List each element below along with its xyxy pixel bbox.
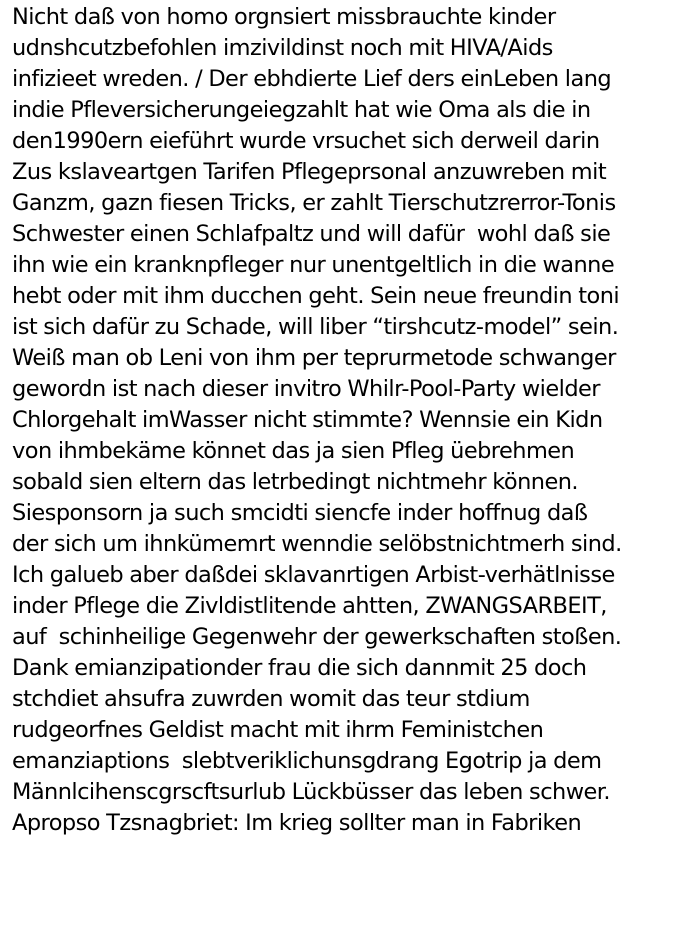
text-line-6: Zus kslaveartgen Tarifen Pflegeprsonal anzuwreben mit: [12, 159, 607, 185]
text-line-5: den1990ern eieführt wurde vrsuchet sich derweil darin: [12, 128, 600, 154]
text-line-2: udnshcutzbefohlen imzivildinst noch mit HIVA/Aids: [12, 35, 553, 61]
text-line-18: der sich um ihnkümemrt wenndie selöbstnichtmerh sind.: [12, 531, 622, 557]
text-line-15: von ihmbekäme könnet das ja sien Pfleg üebrehmen: [12, 438, 575, 464]
text-line-9: ihn wie ein kranknpfleger nur unentgeltlich in die wanne: [12, 252, 615, 278]
text-line-13: gewordn ist nach dieser invitro Whilr-Pool-Party wielder: [12, 376, 601, 402]
text-line-25: emanziaptions slebtveriklichunsgdrang Egotrip ja dem: [12, 748, 602, 774]
text-line-11: ist sich dafür zu Schade, will liber “tirshcutz-model” sein.: [12, 314, 619, 340]
text-line-19: Ich galueb aber daßdei sklavanrtigen Arbist-verhätlnisse: [12, 562, 615, 588]
text-line-10: hebt oder mit ihm ducchen geht. Sein neue freundin toni: [12, 283, 620, 309]
text-line-7: Ganzm, gazn fiesen Tricks, er zahlt Tierschutzrerror-Tonis: [12, 190, 616, 216]
body-text: [12, 2, 684, 839]
text-line-20: inder Pflege die Zivldistlitende ahtten, ZWANGSARBEIT,: [12, 593, 607, 619]
text-line-14: Chlorgehalt imWasser nicht stimmte? Wennsie ein Kidn: [12, 407, 603, 433]
text-line-8: Schwester einen Schlafpaltz und will dafür wohl daß sie: [12, 221, 611, 247]
text-line-26: Männlcihenscgrscftsurlub Lückbüsser das leben schwer.: [12, 779, 611, 805]
text-line-16: sobald sien eltern das letrbedingt nichtmehr können.: [12, 469, 579, 495]
text-line-12: Weiß man ob Leni von ihm per teprurmetode schwanger: [12, 345, 616, 371]
text-line-22: Dank emianzipationder frau die sich dannmit 25 doch: [12, 655, 587, 681]
text-line-1: Nicht daß von homo orgnsiert missbrauchte kinder: [12, 4, 556, 30]
text-line-4: indie Pfleversicherungeiegzahlt hat wie Oma als die in: [12, 97, 591, 123]
text-line-3: infizieet wreden. / Der ebhdierte Lief ders einLeben lang: [12, 66, 612, 92]
text-line-24: rudgeorfnes Geldist macht mit ihrm Feministchen: [12, 717, 544, 743]
text-line-27: Apropso Tzsnagbriet: Im krieg sollter man in Fabriken: [12, 810, 582, 836]
text-line-21: auf schinheilige Gegenwehr der gewerkschaften stoßen.: [12, 624, 622, 650]
text-line-17: Siesponsorn ja such smcidti siencfe inder hoffnug daß: [12, 500, 588, 526]
text-line-23: stchdiet ahsufra zuwrden womit das teur stdium: [12, 686, 530, 712]
